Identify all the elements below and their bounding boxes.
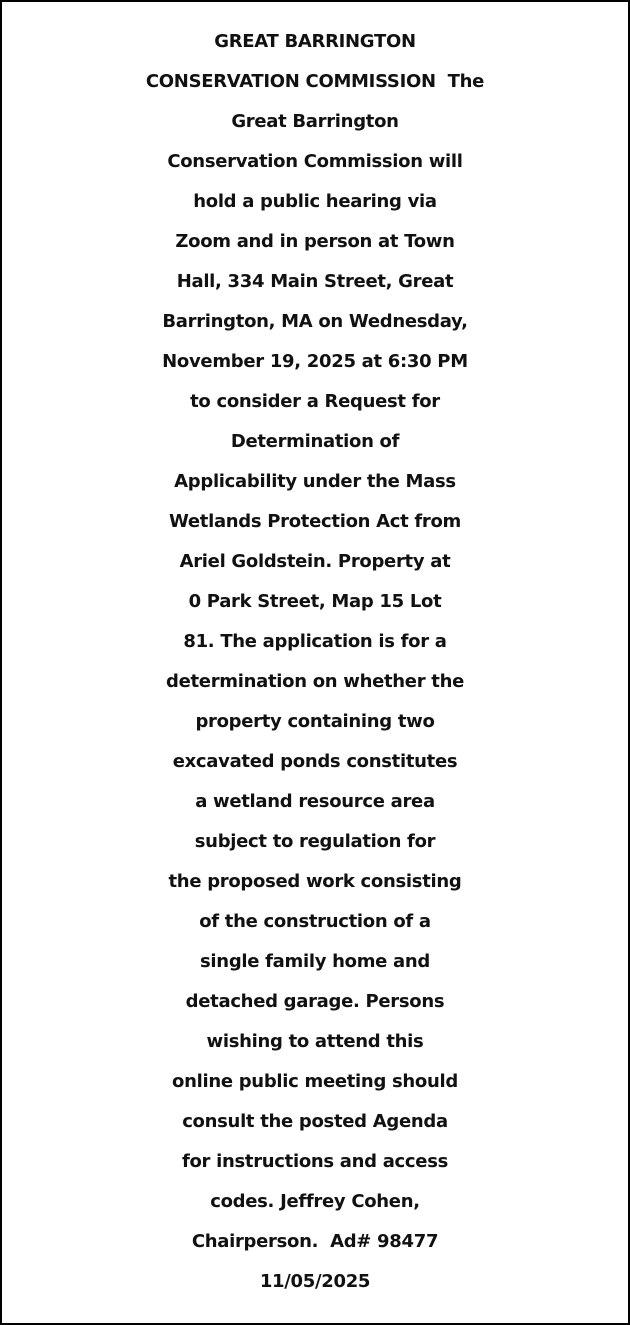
notice-text-line: for instructions and access	[181, 1151, 449, 1172]
notice-text-line: wishing to attend this	[206, 1031, 424, 1052]
notice-text-line: Hall, 334 Main Street, Great	[176, 271, 454, 292]
notice-text-line: property containing two	[195, 711, 435, 732]
notice-text-line: hold a public hearing via	[193, 191, 437, 212]
notice-heading-line-2: CONSERVATION COMMISSION The	[145, 71, 485, 92]
notice-text-line: the proposed work consisting	[168, 871, 462, 892]
notice-text-line: Great Barrington	[231, 111, 399, 132]
notice-text-line: 0 Park Street, Map 15 Lot	[188, 591, 442, 612]
notice-text-line: online public meeting should	[172, 1071, 458, 1092]
notice-text-line: codes. Jeffrey Cohen,	[210, 1191, 420, 1212]
notice-text-line: Conservation Commission will	[167, 151, 463, 172]
notice-text-line: subject to regulation for	[194, 831, 436, 852]
notice-text-line: Ariel Goldstein. Property at	[179, 551, 451, 572]
notice-text-line: determination on whether the	[166, 671, 464, 692]
notice-text-line: excavated ponds constitutes	[172, 751, 458, 772]
notice-date-line: 11/05/2025	[259, 1271, 371, 1292]
notice-text-line: Zoom and in person at Town	[175, 231, 455, 252]
notice-heading-line-1: GREAT BARRINGTON	[214, 31, 416, 52]
notice-text-line: single family home and	[200, 951, 430, 972]
notice-text-line: November 19, 2025 at 6:30 PM	[162, 351, 468, 372]
notice-text-line: detached garage. Persons	[185, 991, 445, 1012]
notice-text-line: consult the posted Agenda	[182, 1111, 448, 1132]
notice-text-line: Wetlands Protection Act from	[168, 511, 462, 532]
notice-text-line: a wetland resource area	[195, 791, 435, 812]
notice-text-line: of the construction of a	[199, 911, 431, 932]
notice-text-line: to consider a Request for	[190, 391, 440, 412]
notice-text-line: 81. The application is for a	[183, 631, 447, 652]
notice-signature-line: Chairperson. Ad# 98477	[191, 1231, 439, 1252]
notice-text-line: Determination of	[230, 431, 400, 452]
notice-text-line: Barrington, MA on Wednesday,	[162, 311, 468, 332]
notice-text-line: Applicability under the Mass	[174, 471, 456, 492]
